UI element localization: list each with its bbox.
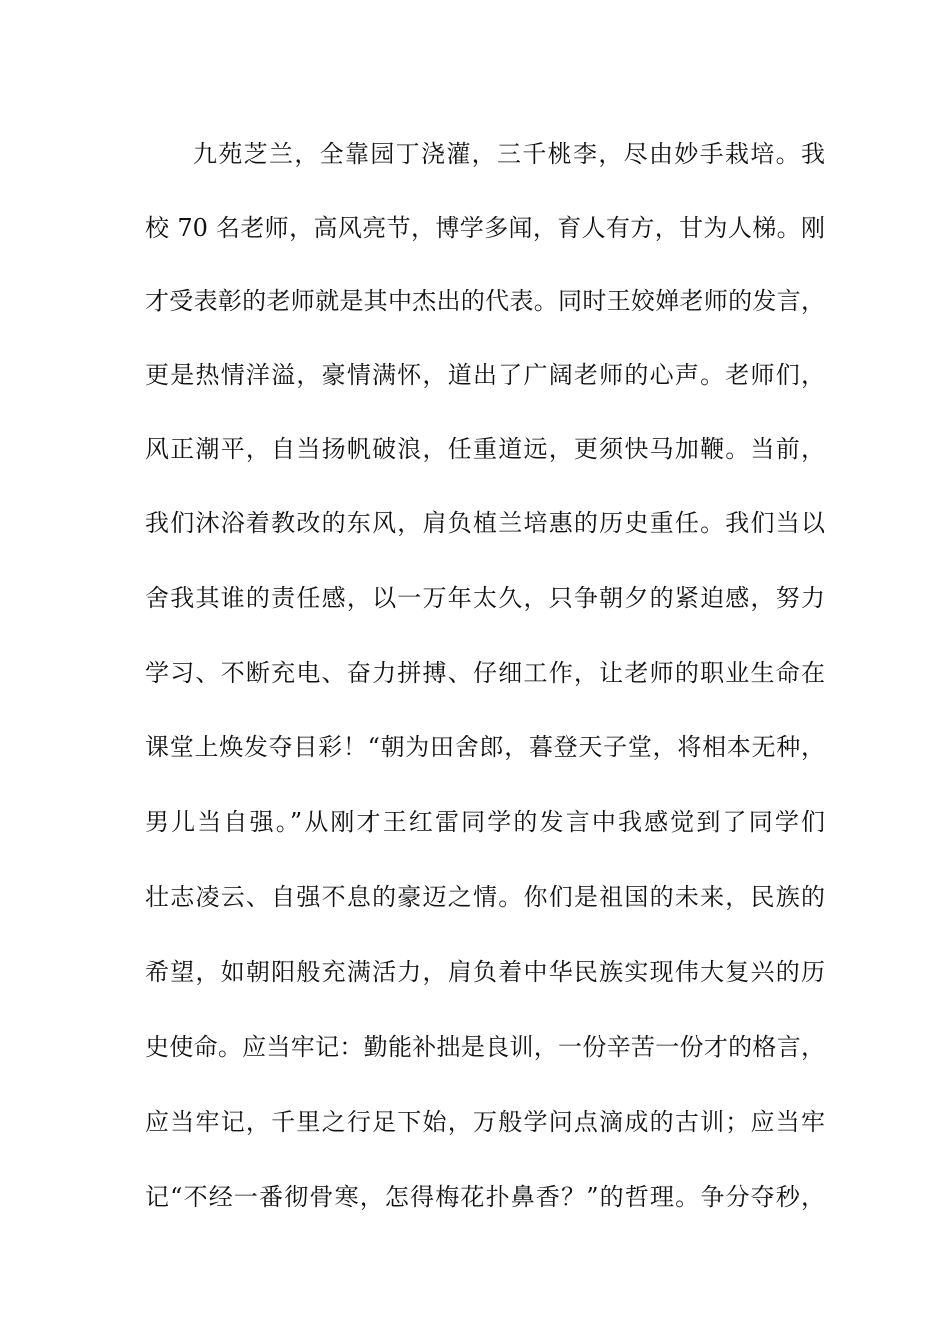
paragraph-line-4: 更是热情洋溢，豪情满怀，道出了广阔老师的心声。老师们， [145, 361, 825, 389]
paragraph-line-2: 校 70 名老师，高风亮节，博学多闻，育人有方，甘为人梯。刚 [145, 214, 825, 242]
paragraph-line-12: 希望，如朝阳般充满活力，肩负着中华民族实现伟大复兴的历 [145, 958, 825, 986]
paragraph-line-13: 史使命。应当牢记：勤能补拙是良训，一份辛苦一份才的格言， [145, 1033, 825, 1061]
paragraph-line-11: 壮志凌云、自强不息的豪迈之情。你们是祖国的未来，民族的 [145, 883, 825, 911]
paragraph-line-5: 风正潮平，自当扬帆破浪，任重道远，更须快马加鞭。当前， [145, 435, 825, 463]
paragraph-line-14: 应当牢记，千里之行足下始，万般学问点滴成的古训；应当牢 [145, 1108, 825, 1136]
paragraph-line-1: 九苑芝兰，全靠园丁浇灌，三千桃李，尽由妙手栽培。我 [193, 140, 825, 168]
paragraph-line-8: 学习、不断充电、奋力拼搏、仔细工作，让老师的职业生命在 [145, 659, 825, 687]
paragraph-line-10: 男儿当自强。”从刚才王红雷同学的发言中我感觉到了同学们 [145, 808, 825, 836]
paragraph-line-7: 舍我其谁的责任感，以一万年太久，只争朝夕的紧迫感，努力 [145, 584, 825, 612]
paragraph-line-6: 我们沐浴着教改的东风，肩负植兰培惠的历史重任。我们当以 [145, 509, 825, 537]
paragraph-line-9: 课堂上焕发夺目彩！“朝为田舍郎，暮登天子堂，将相本无种， [145, 733, 825, 761]
paragraph-line-15: 记“不经一番彻骨寒，怎得梅花扑鼻香？”的哲理。争分夺秒， [145, 1183, 825, 1211]
paragraph-line-3: 才受表彰的老师就是其中杰出的代表。同时王姣婵老师的发言， [145, 287, 825, 315]
